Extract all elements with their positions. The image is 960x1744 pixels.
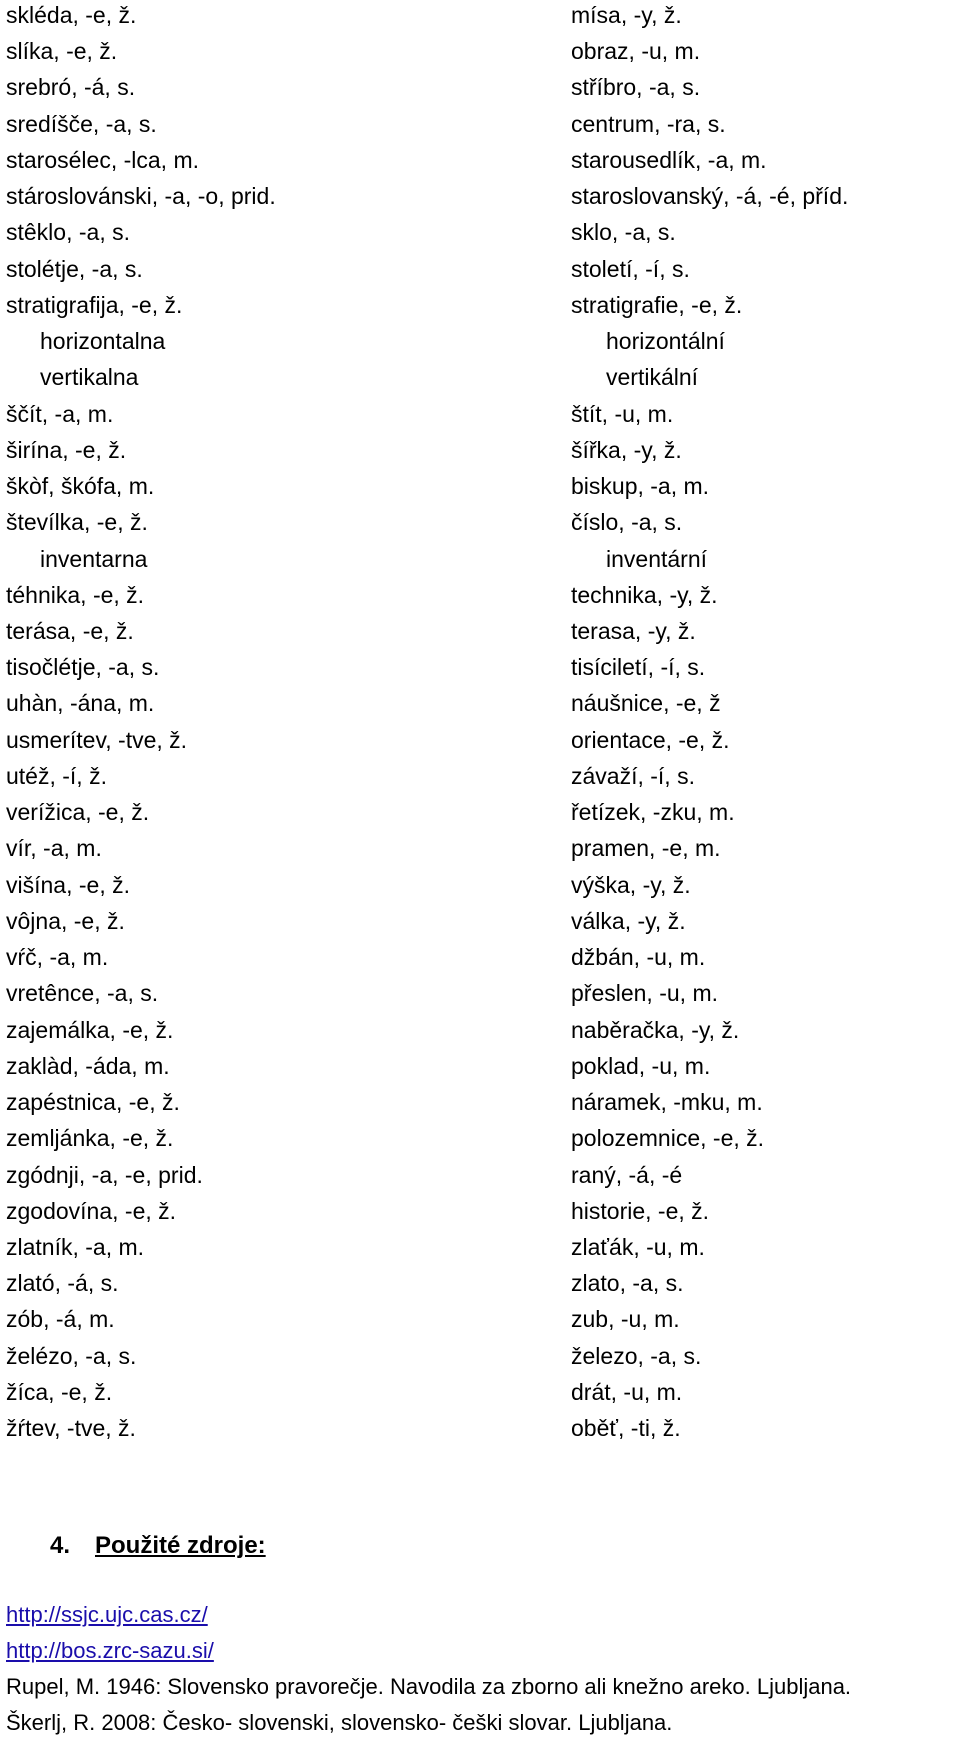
slovene-term: utéž, -í, ž.: [6, 762, 107, 789]
slovene-term: horizontalna: [40, 328, 166, 355]
glossary-row: [0, 1268, 960, 1304]
glossary-row: [0, 507, 960, 543]
czech-term: raný, -á, -é: [571, 1161, 683, 1188]
czech-term: století, -í, s.: [571, 255, 690, 282]
glossary-row: [0, 544, 960, 580]
czech-term: číslo, -a, s.: [571, 509, 683, 536]
glossary-row: [0, 942, 960, 978]
czech-term: závaží, -í, s.: [571, 762, 695, 789]
czech-term: obraz, -u, m.: [571, 38, 701, 65]
czech-term: centrum, -ra, s.: [571, 110, 726, 137]
glossary-row: [0, 978, 960, 1014]
slovene-term: zajemálka, -e, ž.: [6, 1016, 174, 1043]
czech-term: naběračka, -y, ž.: [571, 1016, 740, 1043]
glossary-row: [0, 1377, 960, 1413]
glossary-row: [0, 652, 960, 688]
section-title: Použité zdroje:: [95, 1532, 266, 1559]
slovene-term: usmerítev, -tve, ž.: [6, 726, 188, 753]
slovene-term: stolétje, -a, s.: [6, 255, 143, 282]
sources-list: [6, 1600, 956, 1744]
glossary-row: [0, 1196, 960, 1232]
glossary-row: [0, 870, 960, 906]
glossary-row: [0, 290, 960, 326]
slovene-term: vretênce, -a, s.: [6, 980, 159, 1007]
sources-heading: [50, 1532, 266, 1560]
glossary-row: [0, 725, 960, 761]
glossary-row: [0, 36, 960, 72]
glossary-row: [0, 1232, 960, 1268]
czech-term: starousedlík, -a, m.: [571, 146, 767, 173]
glossary-row: [0, 616, 960, 652]
slovene-term: želézo, -a, s.: [6, 1342, 137, 1369]
slovene-term: zgódnji, -a, -e, prid.: [6, 1161, 203, 1188]
glossary-row: [0, 1304, 960, 1340]
czech-term: pramen, -e, m.: [571, 835, 721, 862]
glossary-row: [0, 1123, 960, 1159]
glossary-row: [0, 109, 960, 145]
slovene-term: téhnika, -e, ž.: [6, 581, 145, 608]
slovene-term: zapéstnica, -e, ž.: [6, 1089, 180, 1116]
slovene-term: stêklo, -a, s.: [6, 219, 130, 246]
slovene-term: škòf, škófa, m.: [6, 473, 155, 500]
slovene-term: žŕtev, -tve, ž.: [6, 1415, 136, 1442]
slovene-term: zlató, -á, s.: [6, 1270, 119, 1297]
slovene-term: stároslovánski, -a, -o, prid.: [6, 183, 276, 210]
glossary-row: [0, 1160, 960, 1196]
slovene-term: uhàn, -ána, m.: [6, 690, 155, 717]
slovene-term: zgodovína, -e, ž.: [6, 1197, 177, 1224]
czech-term: mísa, -y, ž.: [571, 2, 682, 28]
slovene-term: zlatník, -a, m.: [6, 1233, 145, 1260]
section-number: 4.: [50, 1532, 71, 1559]
slovene-term: zemljánka, -e, ž.: [6, 1125, 174, 1152]
czech-term: terasa, -y, ž.: [571, 617, 696, 644]
glossary-row: [0, 145, 960, 181]
glossary-row: [0, 254, 960, 290]
slovene-term: zaklàd, -áda, m.: [6, 1052, 170, 1079]
slovene-term: srebró, -á, s.: [6, 74, 136, 101]
source-citation: Škerlj, R. 2008: Česko- slovenski, slovensko- češki slovar. Ljubljana.: [6, 1710, 673, 1735]
czech-term: zlato, -a, s.: [571, 1270, 684, 1297]
czech-term: drát, -u, m.: [571, 1378, 683, 1405]
czech-term: náramek, -mku, m.: [571, 1089, 763, 1116]
slovene-term: vír, -a, m.: [6, 835, 102, 862]
czech-term: vertikální: [606, 364, 699, 391]
czech-term: džbán, -u, m.: [571, 944, 706, 971]
czech-term: horizontální: [606, 328, 725, 355]
slovene-term: žíca, -e, ž.: [6, 1378, 113, 1405]
slovene-term: slíka, -e, ž.: [6, 38, 118, 65]
czech-term: orientace, -e, ž.: [571, 726, 730, 753]
czech-term: inventární: [606, 545, 708, 572]
slovene-term: verížica, -e, ž.: [6, 799, 150, 826]
slovene-term: vertikalna: [40, 364, 139, 391]
czech-term: válka, -y, ž.: [571, 907, 686, 934]
czech-term: poklad, -u, m.: [571, 1052, 711, 1079]
slovene-term: sredíšče, -a, s.: [6, 110, 157, 137]
glossary-row: [0, 1015, 960, 1051]
slovene-term: tisočlétje, -a, s.: [6, 654, 160, 681]
glossary-row: [0, 688, 960, 724]
slovene-term: ščít, -a, m.: [6, 400, 114, 427]
slovene-term: vôjna, -e, ž.: [6, 907, 125, 934]
czech-term: tisíciletí, -í, s.: [571, 654, 706, 681]
czech-term: náušnice, -e, ž: [571, 690, 721, 717]
czech-term: štít, -u, m.: [571, 400, 674, 427]
czech-term: zub, -u, m.: [571, 1306, 680, 1333]
glossary-row: [0, 580, 960, 616]
glossary-row: [0, 435, 960, 471]
czech-term: řetízek, -zku, m.: [571, 799, 735, 826]
czech-term: oběť, -ti, ž.: [571, 1415, 681, 1442]
czech-term: technika, -y, ž.: [571, 581, 718, 608]
slovene-term: zób, -á, m.: [6, 1306, 115, 1333]
slovene-term: širína, -e, ž.: [6, 436, 127, 463]
glossary-row: [0, 72, 960, 108]
czech-term: šířka, -y, ž.: [571, 436, 682, 463]
slovene-term: inventarna: [40, 545, 148, 572]
glossary-row: [0, 1413, 960, 1449]
slovene-term: vŕč, -a, m.: [6, 944, 109, 971]
czech-term: výška, -y, ž.: [571, 871, 691, 898]
glossary-row: [0, 1341, 960, 1377]
slovene-term: stratigrafija, -e, ž.: [6, 291, 183, 318]
glossary-row: [0, 1051, 960, 1087]
glossary-row: [0, 1087, 960, 1123]
czech-term: staroslovanský, -á, -é, příd.: [571, 183, 849, 210]
slovene-term: števílka, -e, ž.: [6, 509, 148, 536]
glossary-row: [0, 761, 960, 797]
czech-term: stříbro, -a, s.: [571, 74, 701, 101]
source-link[interactable]: http://bos.zrc-sazu.si/: [6, 1638, 214, 1663]
slovene-term: skléda, -e, ž.: [6, 2, 137, 28]
slovene-term: terása, -e, ž.: [6, 617, 134, 644]
glossary-row: [0, 471, 960, 507]
source-citation: Rupel, M. 1946: Slovensko pravorečje. Navodila za zborno ali knežno areko. Ljubljana.: [6, 1674, 852, 1699]
czech-term: železo, -a, s.: [571, 1342, 702, 1369]
czech-term: přeslen, -u, m.: [571, 980, 718, 1007]
glossary-row: [0, 833, 960, 869]
czech-term: polozemnice, -e, ž.: [571, 1125, 765, 1152]
glossary-row: [0, 217, 960, 253]
slovene-term: višína, -e, ž.: [6, 871, 130, 898]
glossary-row: [0, 906, 960, 942]
source-link[interactable]: http://ssjc.ujc.cas.cz/: [6, 1602, 208, 1627]
glossary-row: [0, 797, 960, 833]
glossary-row: [0, 326, 960, 362]
glossary-row: [0, 181, 960, 217]
czech-term: sklo, -a, s.: [571, 219, 676, 246]
slovene-term: starosélec, -lca, m.: [6, 146, 199, 173]
glossary-row: [0, 399, 960, 435]
czech-term: biskup, -a, m.: [571, 473, 710, 500]
czech-term: stratigrafie, -e, ž.: [571, 291, 743, 318]
glossary-row: [0, 0, 960, 36]
czech-term: zlaťák, -u, m.: [571, 1233, 705, 1260]
czech-term: historie, -e, ž.: [571, 1197, 710, 1224]
glossary-row: [0, 362, 960, 398]
